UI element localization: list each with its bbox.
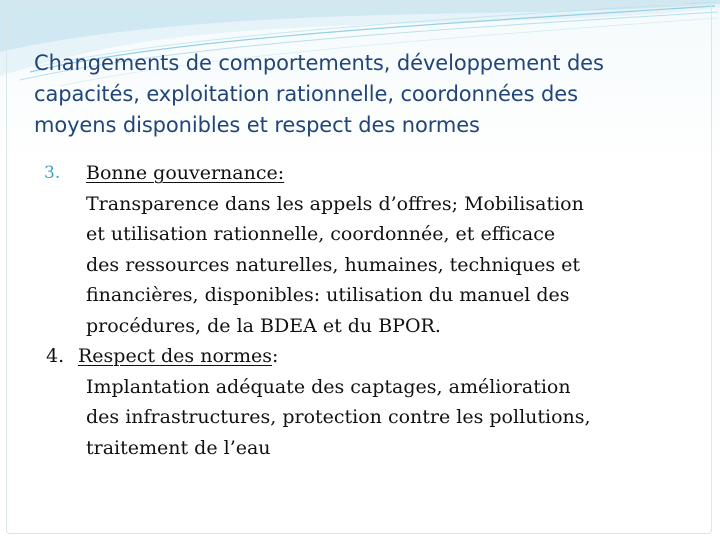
list-number: 4. xyxy=(46,345,65,367)
description-line: traitement de l’eau xyxy=(86,436,271,459)
description-line: procédures, de la BDEA et du BPOR. xyxy=(86,314,441,337)
list-number: 3. xyxy=(44,163,61,183)
description-line: financières, disponibles: utilisation du manuel des xyxy=(86,284,570,306)
list-item-bonne-gouvernance xyxy=(0,158,720,341)
description-line: et utilisation rationnelle, coordonnée, et efficace xyxy=(86,223,556,245)
description-line: Transparence dans les appels d’offres; Mobilisation xyxy=(86,192,584,215)
slide-body xyxy=(0,158,720,461)
list-heading-colon: : xyxy=(277,162,285,184)
description-line: des ressources naturelles, humaines, techniques et xyxy=(86,253,581,276)
list-item-respect-des-normes xyxy=(0,341,720,461)
title-line: Changements de comportements, développement des xyxy=(34,51,604,75)
title-line: moyens disponibles et respect des normes xyxy=(34,113,480,137)
description-line: des infrastructures, protection contre les pollutions, xyxy=(86,406,591,428)
list-heading-text: Bonne gouvernance xyxy=(86,162,278,184)
list-heading xyxy=(86,158,284,189)
description-line: Implantation adéquate des captages, amélioration xyxy=(86,375,571,398)
list-description xyxy=(86,189,686,342)
list-description xyxy=(86,372,686,464)
slide-title xyxy=(34,48,694,141)
list-heading-text: Respect des normes xyxy=(78,345,272,367)
list-heading-colon: : xyxy=(272,345,279,367)
title-line: capacités, exploitation rationnelle, coordonnées des xyxy=(34,82,578,106)
list-heading xyxy=(78,341,272,372)
